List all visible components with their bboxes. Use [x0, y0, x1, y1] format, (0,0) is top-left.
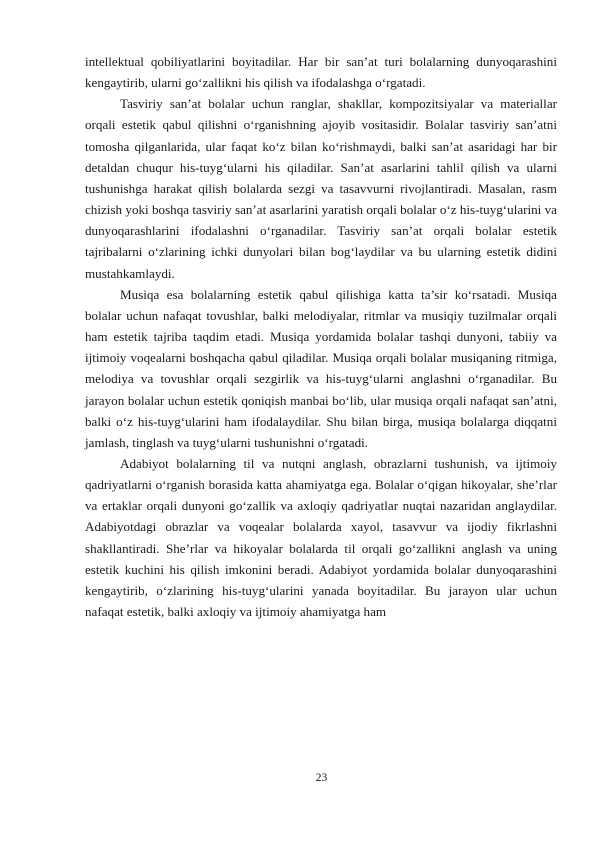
- body-text: [85, 51, 557, 622]
- page-number: 23: [315, 772, 328, 784]
- paragraph-music: Musiqa esa bolalarning estetik qabul qilishiga katta ta’sir ko‘rsatadi. Musiqa bolalar uchun nafaqat tovushlar, balki melodiyalar, ritmlar va musiqiy tuzilmalar orqali ham estetik tajriba taqdim etadi. Musiqa yordamida bolalar tashqi dunyoni, tabiiy va ijtimoiy voqealarni boshqacha qabul qiladilar. Musiqa orqali bolalar musiqaning ritmiga, melodiya va tovushlar orqali sezgirlik va his-tuyg‘ularni anglashni o‘rganadilar. Bu jarayon bolalar uchun estetik qoniqish manbai bo‘lib, ular musiqa orqali nafaqat san’atni, balki o‘z his-tuyg‘ularini ham ifodalaydilar. Shu bilan birga, musiqa bolalarga diqqatni jamlash, tinglash va tuyg‘ularni tushunishni o‘rgatadi.: [85, 286, 557, 450]
- paragraph-continuation: intellektual qobiliyatlarini boyitadilar. Har bir san’at turi bolalarning dunyoqarashini kengaytirib, ularni go‘zallikni his qilish va ifodalashga o‘rgatadi.: [85, 54, 557, 91]
- paragraph-visual-art: Tasviriy san’at bolalar uchun ranglar, shakllar, kompozitsiyalar va materiallar orqali estetik qabul qilishni o‘rganishning ajoyib vositasidir. Bolalar tasviriy san’atni tomosha qilganlarida, ular faqat ko‘z bilan ko‘rishmaydi, balki san’at asaridagi har bir detaldan chuqur his-tuyg‘ularni his qiladilar. San’at asarlarini tahlil qilish va ularni tushunishga harakat qilish bolalarda sezgi va tasavvurni rivojlantiradi. Masalan, rasm chizish yoki boshqa tasviriy san’at asarlarini yaratish orqali bolalar o‘z his-tuyg‘ularini va dunyoqarashlarini ifodalashni o‘rganadilar. Tasviriy san’at orqali bolalar estetik tajribalarni o‘zlarining ichki dunyolari bilan bog‘laydilar va bu ularning estetik didini mustahkamlaydi.: [85, 96, 557, 281]
- paragraph-literature: Adabiyot bolalarning til va nutqni anglash, obrazlarni tushunish, va ijtimoiy qadriyatlarni o‘rganish borasida katta ahamiyatga ega. Bolalar o‘qigan hikoyalar, she’rlar va ertaklar orqali dunyoni go‘zallik va axloqiy qadriyatlar nuqtai nazaridan anglaydilar. Adabiyotdagi obrazlar va voqealar bolalarda xayol, tasavvur va ijodiy fikrlashni shakllantiradi. She’rlar va hikoyalar bolalarda til orqali go‘zallikni anglash va uning estetik kuchini his qilish imkonini beradi. Adabiyot yordamida bolalar dunyoqarashini kengaytirib, o‘zlarining his-tuyg‘ularini yanada boyitadilar. Bu jarayon ular uchun nafaqat estetik, balki axloqiy va ijtimoiy ahamiyatga ham: [85, 455, 557, 620]
